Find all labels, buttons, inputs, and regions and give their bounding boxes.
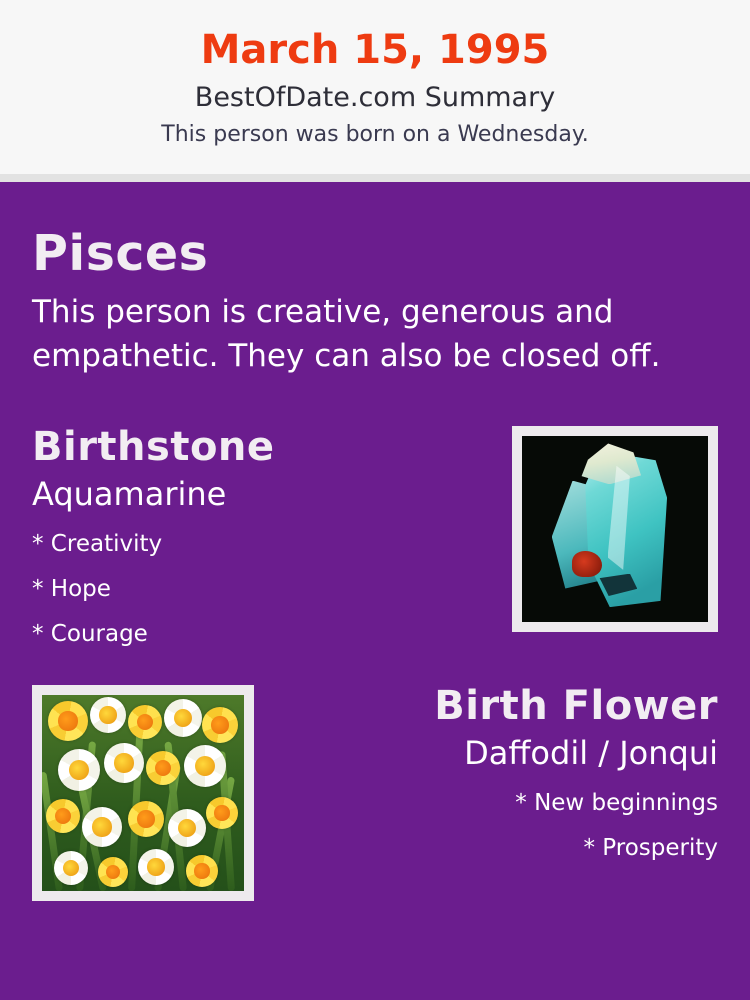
flower-bloom [184, 745, 226, 787]
list-item: * New beginnings [515, 790, 718, 816]
flower-bloom [48, 701, 88, 741]
birthstone-section [32, 422, 718, 657]
daffodil-flowers-photo [42, 695, 244, 891]
list-item: * Courage [32, 621, 148, 647]
birthstone-image-frame [512, 426, 718, 632]
zodiac-sign-title: Pisces [32, 225, 209, 282]
flower-bloom [168, 809, 206, 847]
flower-bloom [164, 699, 202, 737]
birthstone-title: Birthstone [32, 424, 275, 470]
birth-flower-traits [282, 781, 718, 871]
flower-bloom [90, 697, 126, 733]
card-body [0, 224, 750, 941]
list-item: * Prosperity [583, 835, 718, 861]
flower-bloom [138, 849, 174, 885]
list-item: * Creativity [32, 531, 163, 557]
site-summary-label: BestOfDate.com Summary [194, 82, 556, 113]
born-weekday-text: This person was born on a Wednesday. [161, 122, 589, 147]
birth-flower-name: Daffodil / Jonqui [464, 734, 718, 772]
flower-bloom [46, 799, 80, 833]
card-header [0, 0, 750, 174]
flower-bloom [206, 797, 238, 829]
list-item: * Hope [32, 576, 111, 602]
flower-bloom [128, 801, 164, 837]
crystal-inclusion [572, 551, 602, 577]
flower-bloom [54, 851, 88, 885]
aquamarine-crystal-photo [522, 436, 708, 622]
birth-flower-image-frame [32, 685, 254, 901]
flower-bloom [128, 705, 162, 739]
flower-bloom [104, 743, 144, 783]
flower-bloom [58, 749, 100, 791]
zodiac-description: This person is creative, generous and empathetic. They can also be closed off. [32, 294, 661, 374]
birth-flower-title: Birth Flower [434, 683, 718, 729]
page-title: March 15, 1995 [200, 27, 550, 73]
zodiac-section [32, 224, 718, 378]
flower-bloom [82, 807, 122, 847]
flower-bloom [98, 857, 128, 887]
birthstone-name: Aquamarine [32, 475, 227, 513]
flower-bloom [146, 751, 180, 785]
birth-flower-section [32, 681, 718, 941]
header-divider [0, 174, 750, 182]
flower-bloom [186, 855, 218, 887]
flower-bloom [202, 707, 238, 743]
